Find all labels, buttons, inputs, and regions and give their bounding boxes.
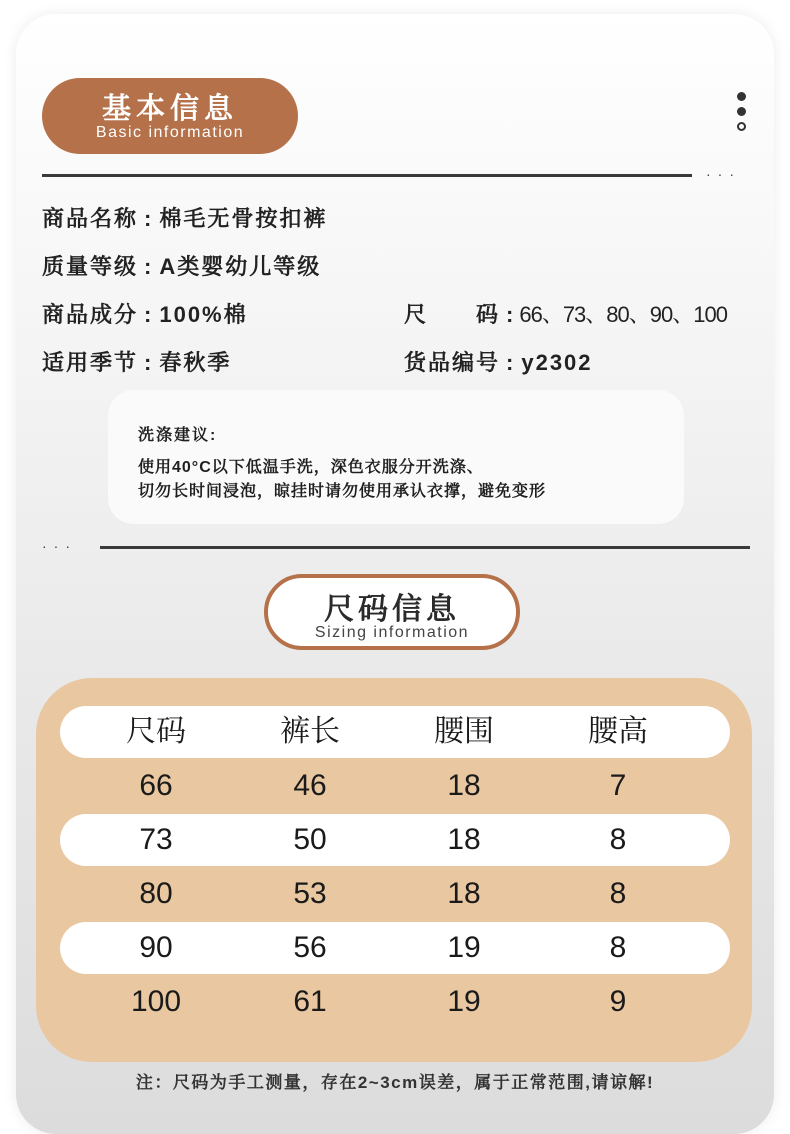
- table-row: [60, 922, 730, 974]
- info-label: 商品成分: [42, 302, 139, 327]
- washing-title: 洗涤建议:: [138, 427, 218, 444]
- table-cell: 50: [293, 823, 327, 856]
- table-cell: 8: [609, 823, 627, 856]
- table-cell: 18: [447, 769, 481, 802]
- sizing-info-badge: [264, 574, 520, 650]
- header-cell: 腰高: [588, 715, 648, 748]
- basic-info-subtitle: Basic information: [95, 124, 245, 141]
- table-cell: 18: [447, 823, 481, 856]
- sizing-info-title: 尺码信息: [324, 593, 460, 626]
- divider-line: [42, 174, 692, 177]
- table-cell: 19: [447, 985, 481, 1018]
- table-cell: 8: [609, 931, 627, 964]
- dots-decoration-icon: ···: [706, 166, 741, 182]
- vertical-dots-icon: [735, 92, 749, 137]
- info-label: 货品编号: [404, 350, 501, 375]
- table-cell: 73: [139, 823, 173, 856]
- info-season: 适用季节 : 春秋季: [42, 350, 232, 375]
- table-cell: 66: [139, 769, 173, 802]
- info-value: 100%棉: [159, 302, 248, 327]
- table-cell: 100: [130, 985, 182, 1018]
- table-row: [60, 760, 730, 812]
- table-cell: 90: [139, 931, 173, 964]
- measurement-note: 注：尺码为手工测量，存在2~3cm误差，属于正常范围,请谅解!: [135, 1073, 655, 1092]
- table-row: [60, 976, 730, 1028]
- table-cell: 80: [139, 877, 173, 910]
- table-row: [60, 814, 730, 866]
- header-cell: 裤长: [280, 715, 340, 748]
- info-quality: 质量等级 : A类婴幼儿等级: [42, 254, 322, 279]
- info-size: 尺 码 : 66、73、80、90、100: [404, 302, 727, 327]
- table-cell: 18: [447, 877, 481, 910]
- table-cell: 56: [293, 931, 327, 964]
- table-cell: 53: [293, 877, 327, 910]
- table-cell: 61: [293, 985, 327, 1018]
- info-value: 66、73、80、90、100: [519, 302, 727, 327]
- info-label: 适用季节: [42, 350, 139, 375]
- table-cell: 9: [609, 985, 627, 1018]
- header-cell: 尺码: [126, 715, 186, 748]
- washing-line-1: 使用40°C以下低温手洗，深色衣服分开洗涤、: [138, 459, 484, 476]
- dots-decoration-icon: ···: [42, 538, 77, 554]
- info-composition: 商品成分 : 100%棉: [42, 302, 248, 327]
- info-label: 质量等级: [42, 254, 139, 279]
- info-value: 春秋季: [159, 350, 232, 375]
- basic-info-badge: [42, 78, 298, 154]
- info-item-no: 货品编号 : y2302: [404, 350, 593, 375]
- table-cell: 46: [293, 769, 327, 802]
- washing-advice-box: [108, 390, 684, 524]
- info-label: 尺 码: [404, 302, 501, 327]
- divider-line: [100, 546, 750, 549]
- header-cell: 腰围: [434, 715, 494, 748]
- table-header-row: [60, 706, 730, 758]
- table-cell: 8: [609, 877, 627, 910]
- table-row: [60, 868, 730, 920]
- sizing-info-subtitle: Sizing information: [314, 624, 470, 641]
- table-cell: 19: [447, 931, 481, 964]
- info-label: 商品名称: [42, 206, 139, 231]
- info-value: 棉毛无骨按扣裤: [159, 206, 328, 231]
- info-value: y2302: [521, 350, 593, 375]
- info-value: A类婴幼儿等级: [159, 254, 322, 279]
- basic-info-title: 基本信息: [101, 93, 238, 125]
- table-cell: 7: [609, 769, 627, 802]
- info-product-name: 商品名称 : 棉毛无骨按扣裤: [42, 206, 328, 231]
- washing-line-2: 切勿长时间浸泡，晾挂时请勿使用承认衣撑，避免变形: [138, 483, 547, 500]
